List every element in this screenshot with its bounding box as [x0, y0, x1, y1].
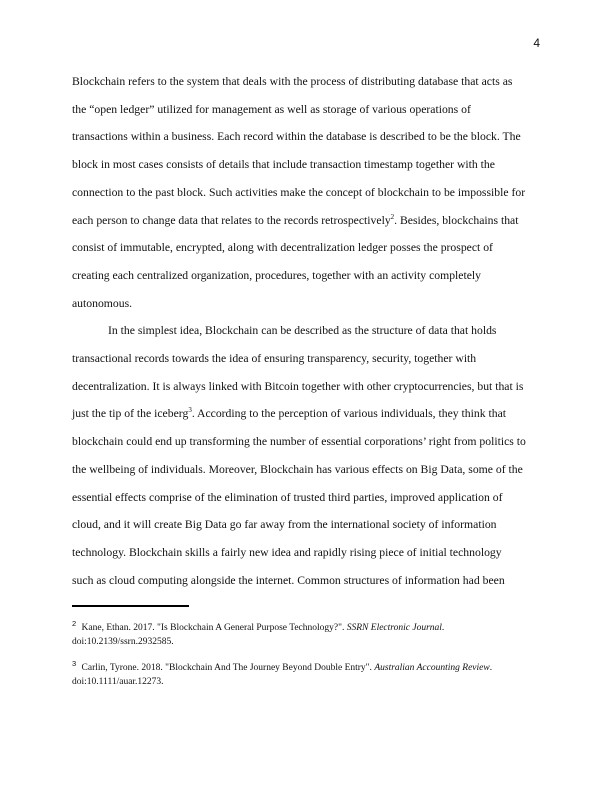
text-line: the “open ledger” utilized for management as well as storage of various operations of [72, 102, 471, 116]
text-line: cloud, and it will create Big Data go far away from the international society of information [72, 518, 497, 532]
text-line: autonomous. [72, 296, 133, 310]
text-line: essential effects comprise of the elimination of trusted third parties, improved application of [72, 490, 503, 504]
footnote-punct: . [489, 663, 493, 673]
footnotes [72, 618, 542, 701]
text-line: decentralization. It is always linked with Bitcoin together with other cryptocurrencies, but that is [72, 379, 524, 393]
footnote-3 [72, 658, 542, 689]
footnote-journal: SSRN Electronic Journal [346, 623, 442, 633]
footnote-marker: 2 [72, 618, 77, 628]
text-line: connection to the past block. Such activities make the concept of blockchain to be impossible for [72, 185, 526, 199]
text-line: block in most cases consists of details that include transaction timestamp together with the [72, 158, 495, 172]
text-line [72, 207, 542, 235]
footnote-ref-2[interactable]: 2 [390, 212, 395, 221]
body-text [72, 68, 542, 594]
footnote-2 [72, 618, 542, 649]
footnote-journal: Australian Accounting Review [374, 663, 490, 673]
footnote-citation: Carlin, Tyrone. 2018. "Blockchain And The Journey Beyond Double Entry". [81, 663, 375, 673]
text-line: transactions within a business. Each record within the database is described to be the block. The [72, 130, 521, 144]
footnote-doi: doi:10.2139/ssrn.2932585. [72, 637, 174, 647]
page-number: 4 [533, 36, 540, 50]
paragraph-2 [72, 317, 542, 594]
text-segment: just the tip of the iceberg [72, 407, 189, 421]
footnote-punct: . [441, 623, 445, 633]
text-line [72, 400, 542, 428]
footnote-citation: Kane, Ethan. 2017. "Is Blockchain A General Purpose Technology?". [81, 623, 347, 633]
footnote-doi: doi:10.1111/auar.12273. [72, 677, 164, 687]
text-line: In the simplest idea, Blockchain can be described as the structure of data that holds [108, 324, 497, 338]
footnote-marker: 3 [72, 658, 77, 668]
paragraph-1 [72, 68, 542, 317]
text-segment: . According to the perception of various individuals, they think that [191, 407, 507, 421]
text-segment: each person to change data that relates to the records retrospectively [72, 213, 391, 227]
text-line: the wellbeing of individuals. Moreover, Blockchain has various effects on Big Data, some of the [72, 462, 523, 476]
footnote-separator [72, 605, 189, 607]
text-line: transactional records towards the idea of ensuring transparency, security, together with [72, 352, 477, 366]
footnote-ref-3[interactable]: 3 [188, 406, 192, 415]
text-line: technology. Blockchain skills a fairly new idea and rapidly rising piece of initial technology [72, 545, 502, 559]
text-line: Blockchain refers to the system that deals with the process of distributing database that acts as [72, 75, 513, 88]
text-segment: . Besides, blockchains that [394, 213, 519, 227]
text-line: consist of immutable, encrypted, along with decentralization ledger posses the prospect of [72, 241, 493, 255]
text-line: such as cloud computing alongside the internet. Common structures of information had been [72, 573, 505, 587]
text-line: blockchain could end up transforming the number of essential corporations’ right from politics to [72, 435, 526, 449]
text-line: creating each centralized organization, procedures, together with an activity completely [72, 268, 481, 282]
